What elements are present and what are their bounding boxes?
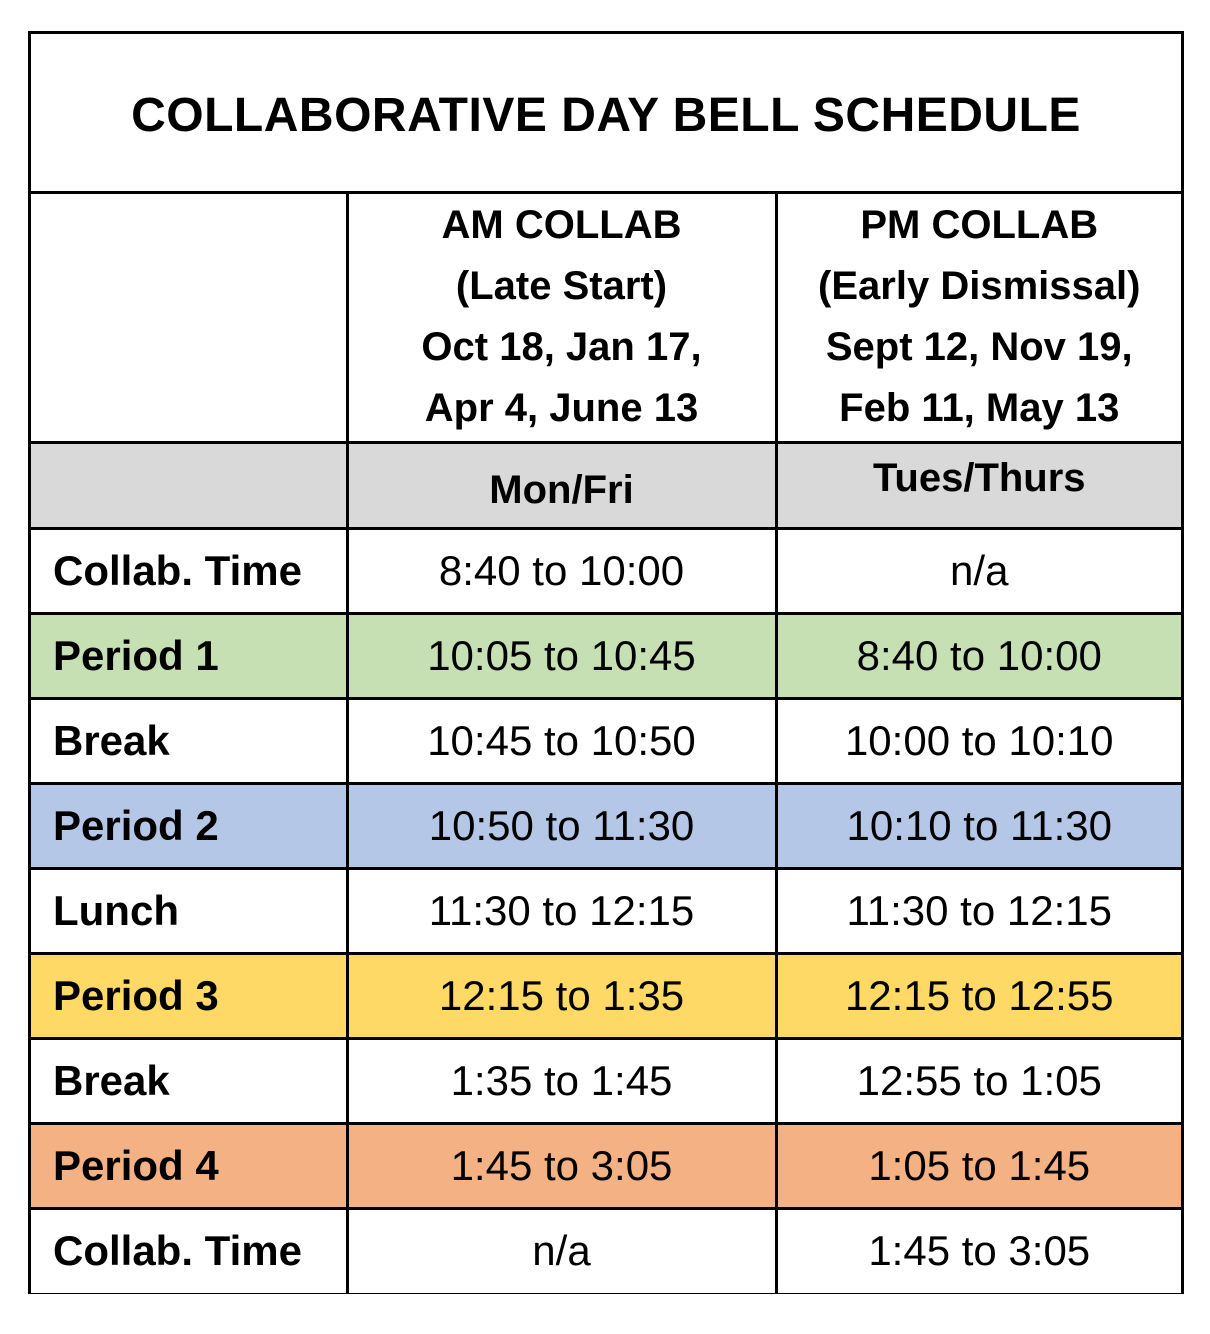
pm-header-line: PM COLLAB [860, 203, 1099, 248]
pm-time-cell: 10:10 to 11:30 [776, 783, 1181, 868]
pm-time-cell: n/a [776, 528, 1181, 613]
am-header-line: AM COLLAB [441, 203, 682, 248]
row-label: Period 3 [31, 953, 347, 1038]
row-label: Collab. Time [31, 528, 347, 613]
column-header-row [31, 194, 1181, 442]
am-time-cell: n/a [347, 1208, 776, 1293]
am-time-cell: 10:45 to 10:50 [347, 698, 776, 783]
pm-time-cell: 10:00 to 10:10 [776, 698, 1181, 783]
schedule-row [31, 1038, 1181, 1123]
am-days-cell: Mon/Fri [347, 442, 776, 528]
row-label: Break [31, 1038, 347, 1123]
row-label: Period 4 [31, 1123, 347, 1208]
am-time-cell: 1:45 to 3:05 [347, 1123, 776, 1208]
schedule-row [31, 1123, 1181, 1208]
schedule-row [31, 783, 1181, 868]
days-row [31, 442, 1181, 528]
am-header-line: Oct 18, Jan 17, [421, 325, 702, 370]
am-time-cell: 10:05 to 10:45 [347, 613, 776, 698]
am-time-cell: 11:30 to 12:15 [347, 868, 776, 953]
am-time-cell: 12:15 to 1:35 [347, 953, 776, 1038]
am-header-line: Apr 4, June 13 [424, 386, 699, 431]
row-label: Break [31, 698, 347, 783]
am-header-line: (Late Start) [455, 264, 668, 309]
row-label: Lunch [31, 868, 347, 953]
schedule-row [31, 613, 1181, 698]
pm-header-line: (Early Dismissal) [818, 264, 1141, 309]
pm-collab-header [776, 194, 1181, 442]
row-label: Period 1 [31, 613, 347, 698]
pm-header-line: Sept 12, Nov 19, [825, 325, 1133, 370]
header-blank-cell [31, 194, 347, 442]
page-title: COLLABORATIVE DAY BELL SCHEDULE [31, 34, 1181, 194]
bell-schedule-sheet [28, 31, 1184, 1294]
schedule-row [31, 953, 1181, 1038]
am-collab-header [347, 194, 776, 442]
pm-header-line: Feb 11, May 13 [839, 386, 1120, 431]
schedule-table [31, 194, 1181, 1293]
row-label: Period 2 [31, 783, 347, 868]
pm-time-cell: 1:05 to 1:45 [776, 1123, 1181, 1208]
schedule-row [31, 1208, 1181, 1293]
schedule-row [31, 868, 1181, 953]
pm-time-cell: 1:45 to 3:05 [776, 1208, 1181, 1293]
pm-time-cell: 8:40 to 10:00 [776, 613, 1181, 698]
am-time-cell: 1:35 to 1:45 [347, 1038, 776, 1123]
schedule-row [31, 528, 1181, 613]
pm-days-cell: Tues/Thurs [776, 442, 1181, 528]
pm-time-cell: 12:55 to 1:05 [776, 1038, 1181, 1123]
am-time-cell: 8:40 to 10:00 [347, 528, 776, 613]
am-time-cell: 10:50 to 11:30 [347, 783, 776, 868]
schedule-row [31, 698, 1181, 783]
row-label: Collab. Time [31, 1208, 347, 1293]
pm-time-cell: 11:30 to 12:15 [776, 868, 1181, 953]
days-blank-cell [31, 442, 347, 528]
pm-time-cell: 12:15 to 12:55 [776, 953, 1181, 1038]
